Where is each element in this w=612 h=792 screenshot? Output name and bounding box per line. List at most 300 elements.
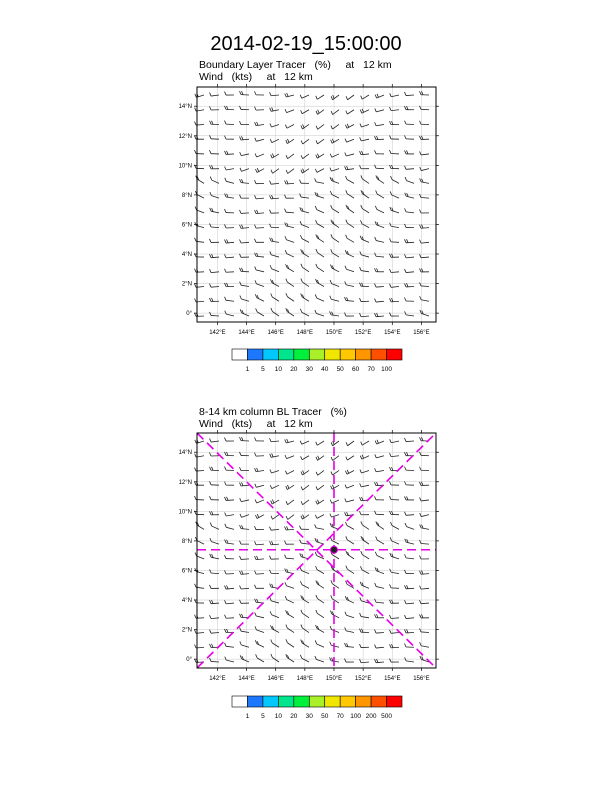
wind-barb-shaft [302, 456, 309, 460]
wind-barb-feather [210, 165, 212, 169]
wind-barb [390, 600, 399, 604]
wind-barb-feather [405, 452, 407, 456]
wind-barb [285, 124, 294, 128]
wind-barb-shaft [226, 646, 234, 647]
wind-barb-shaft [347, 456, 354, 460]
wind-barb-shaft [226, 500, 234, 501]
wind-barb-feather [240, 295, 242, 299]
wind-barb-shaft [271, 544, 279, 545]
wind-barb [331, 485, 339, 490]
wind-barb-shaft [317, 644, 324, 647]
wind-barb-feather [405, 629, 407, 633]
wind-barb [345, 152, 354, 156]
wind-barb [286, 279, 294, 287]
wind-barb-shaft [392, 526, 399, 530]
wind-barb-shaft [346, 285, 354, 287]
wind-barb-shaft [256, 616, 264, 618]
wind-barb-feather [390, 537, 392, 541]
wind-barb [255, 253, 264, 257]
wind-barb-feather [347, 297, 349, 301]
wind-barb-shaft [318, 139, 324, 144]
colorbar-label: 70 [367, 366, 375, 373]
wind-barb [346, 110, 354, 114]
wind-barb [405, 166, 414, 170]
wind-barb-shaft [302, 267, 309, 271]
wind-barb-feather [225, 482, 227, 486]
wind-barb [390, 615, 399, 619]
wind-barb-feather [257, 468, 259, 472]
wind-barb [255, 468, 264, 472]
wind-barb [331, 249, 339, 257]
wind-barb-shaft [302, 643, 309, 647]
wind-barb [255, 210, 264, 214]
wind-barb-feather [285, 236, 287, 240]
wind-barb-feather [210, 284, 212, 288]
wind-barb-feather [330, 642, 332, 646]
wind-barb-feather [286, 279, 288, 283]
wind-barb-feather [420, 524, 422, 528]
wind-barb-feather [270, 541, 272, 545]
wind-barb [240, 121, 249, 125]
wind-barb [255, 267, 264, 272]
wind-barb-feather [318, 110, 320, 114]
x-tick-label: 144°E [238, 676, 255, 682]
wind-barb-shaft [406, 169, 414, 170]
wind-barb-shaft [392, 541, 399, 544]
wind-barb-feather [225, 570, 227, 574]
wind-barb-feather [422, 225, 424, 229]
wind-barb [240, 210, 249, 214]
colorbar-label: 5 [261, 366, 265, 373]
colorbar-swatch [325, 349, 340, 360]
wind-barb [225, 482, 234, 486]
wind-barb-feather [420, 151, 422, 155]
wind-barb-feather [360, 283, 362, 287]
wind-barb [240, 179, 249, 183]
wind-barb-feather [195, 552, 197, 556]
wind-barb-feather [257, 514, 259, 518]
wind-barb-feather [301, 110, 303, 114]
wind-barb [345, 250, 354, 257]
wind-barb-feather [270, 92, 272, 96]
wind-barb [360, 298, 369, 302]
wind-barb-feather [360, 251, 362, 255]
wind-barb-shaft [287, 628, 294, 632]
wind-barb-feather [240, 452, 242, 456]
wind-barb-shaft [287, 312, 294, 316]
wind-barb-feather [225, 512, 227, 516]
wind-barb-shaft [317, 253, 324, 258]
wind-barb [240, 525, 249, 529]
wind-barb-feather [316, 442, 318, 446]
wind-barb [375, 659, 384, 663]
wind-barb-shaft [287, 456, 294, 459]
wind-barb [255, 613, 264, 618]
wind-barb-feather [225, 657, 227, 661]
wind-barb-feather [255, 526, 257, 530]
wind-barb-shaft [361, 255, 369, 257]
wind-barb-shaft [406, 315, 414, 316]
wind-barb [390, 121, 399, 125]
wind-barb-shaft [346, 615, 354, 618]
wind-barb-shaft [361, 271, 369, 272]
wind-barb [375, 150, 384, 154]
wind-barb-feather [316, 96, 318, 100]
wind-barb-shaft [302, 95, 309, 98]
wind-barb-feather [360, 497, 362, 501]
wind-barb [240, 571, 249, 575]
wind-barb-feather [301, 610, 303, 614]
wind-barb-feather [257, 168, 259, 172]
wind-barb-feather [346, 205, 348, 209]
wind-barb-feather [225, 166, 227, 170]
wind-barb-feather [210, 600, 212, 604]
wind-barb [360, 165, 369, 169]
wind-barb-shaft [303, 154, 309, 159]
wind-barb-feather [345, 596, 347, 600]
wind-barb-feather [270, 584, 272, 588]
wind-barb [420, 121, 429, 125]
wind-barb [375, 599, 384, 603]
panel1-title: Boundary Layer Tracer (%) at 12 km [199, 59, 392, 71]
wind-barb [345, 176, 354, 183]
wind-barb-shaft [302, 239, 309, 243]
wind-barb-shaft [241, 631, 249, 632]
wind-barb [240, 91, 249, 95]
wind-barb [225, 497, 234, 501]
wind-barb-shaft [211, 573, 219, 574]
wind-barb [345, 470, 354, 474]
wind-barb [270, 453, 279, 457]
wind-barb-feather [210, 554, 212, 558]
wind-barb-feather [240, 309, 242, 313]
wind-barb [225, 121, 234, 125]
wind-barb [255, 195, 264, 199]
wind-barb-feather [255, 453, 257, 457]
wind-barb [225, 600, 234, 604]
wind-barb [405, 438, 414, 442]
wind-barb-shaft [347, 110, 354, 114]
wind-barb-feather [255, 515, 257, 519]
wind-barb [240, 498, 249, 502]
wind-barb-feather [347, 512, 349, 516]
wind-barb [420, 571, 429, 575]
wind-barb-shaft [257, 312, 264, 316]
wind-barb-feather [285, 526, 287, 530]
wind-barb [345, 485, 354, 489]
wind-barb-feather [225, 297, 227, 301]
wind-barb-shaft [271, 529, 279, 530]
colorbar-label: 40 [321, 366, 329, 373]
wind-barb-shaft [377, 209, 384, 213]
wind-barb [345, 281, 354, 286]
wind-barb-feather [347, 643, 349, 647]
wind-barb-feather [330, 523, 332, 527]
wind-barb [255, 571, 264, 575]
wind-barb-feather [315, 178, 317, 182]
colorbar-swatch [232, 349, 247, 360]
wind-barb-feather [405, 106, 407, 110]
wind-barb-feather [240, 483, 242, 487]
wind-barb [420, 628, 429, 632]
wind-barb [346, 581, 354, 589]
wind-barb-feather [210, 239, 212, 243]
wind-barb-feather [375, 659, 377, 663]
wind-barb-feather [316, 472, 318, 476]
wind-barb [285, 541, 294, 545]
wind-barb [420, 614, 429, 618]
wind-barb [315, 515, 324, 519]
colorbar-swatch [309, 349, 324, 360]
wind-barb-feather [375, 645, 377, 649]
wind-barb-feather [286, 516, 288, 520]
wind-barb [420, 482, 429, 486]
wind-barb [240, 655, 249, 662]
wind-barb-feather [316, 111, 318, 115]
wind-barb [225, 254, 234, 258]
wind-barb-feather [346, 111, 348, 115]
wind-barb-shaft [332, 238, 339, 242]
wind-barb-feather [346, 190, 348, 194]
x-tick-label: 148°E [296, 330, 314, 336]
wind-barb-shaft [406, 603, 414, 604]
wind-barb-feather [330, 265, 332, 269]
wind-barb [316, 456, 324, 461]
wind-barb-feather [331, 595, 333, 599]
wind-barb-feather [285, 596, 287, 600]
wind-barb-shaft [317, 95, 324, 99]
wind-barb-feather [420, 268, 422, 272]
wind-barb-feather [300, 221, 302, 225]
wind-barb-shaft [317, 599, 324, 604]
wind-barb-shaft [211, 315, 219, 316]
wind-barb-feather [225, 524, 227, 528]
wind-barb-feather [270, 238, 272, 242]
wind-barb-shaft [287, 614, 294, 618]
wind-barb-feather [346, 220, 348, 224]
wind-barb-feather [375, 552, 377, 556]
wind-barb-shaft [376, 287, 384, 288]
wind-barb [360, 313, 369, 317]
wind-barb-feather [227, 497, 229, 501]
wind-barb-shaft [257, 154, 264, 157]
wind-barb-feather [270, 123, 272, 127]
wind-barb-feather [377, 136, 379, 140]
wind-barb-shaft [226, 197, 234, 198]
wind-barb [240, 309, 249, 316]
x-tick-label: 150°E [325, 676, 343, 682]
wind-barb [225, 193, 234, 198]
wind-barb [360, 151, 369, 155]
wind-barb-feather [315, 169, 317, 173]
wind-barb-shaft [241, 139, 249, 140]
wind-barb-feather [375, 150, 377, 154]
wind-barb-feather [361, 190, 363, 194]
wind-barb-feather [361, 205, 363, 209]
wind-barb [420, 513, 429, 517]
wind-barb [271, 639, 279, 647]
wind-barb-feather [195, 136, 197, 140]
wind-barb [375, 253, 384, 257]
wind-barb-feather [210, 585, 212, 589]
wind-barb-feather [301, 595, 303, 599]
wind-barb-feather [285, 209, 287, 213]
wind-barb [420, 178, 429, 183]
wind-barb-feather [390, 615, 392, 619]
wind-barb-feather [210, 615, 212, 619]
wind-barb [286, 515, 294, 520]
wind-barb-feather [362, 151, 364, 155]
wind-barb-shaft [256, 470, 264, 471]
wind-barb [391, 176, 399, 183]
wind-barb-feather [420, 194, 422, 198]
wind-barb [375, 268, 384, 272]
wind-barb-feather [240, 210, 242, 214]
wind-barb-feather [301, 625, 303, 629]
wind-barb [330, 311, 339, 316]
wind-barb [360, 236, 369, 243]
wind-barb [360, 283, 369, 287]
wind-barb-shaft [256, 270, 264, 272]
wind-barb-feather [285, 439, 287, 443]
wind-barb-shaft [318, 485, 324, 490]
wind-barb-feather [420, 571, 422, 575]
wind-barb [330, 265, 339, 272]
wind-barb-shaft [226, 543, 234, 544]
wind-barb-feather [420, 210, 422, 214]
wind-barb-shaft [421, 228, 429, 229]
wind-barb-feather [225, 467, 227, 471]
wind-barb-feather [331, 111, 333, 115]
wind-barb [195, 568, 204, 573]
wind-barb-feather [195, 454, 197, 458]
wind-barb-shaft [272, 485, 279, 488]
wind-barb [316, 441, 324, 445]
wind-barb-shaft [331, 661, 339, 662]
wind-barb-shaft [226, 588, 234, 589]
wind-barb-shaft [361, 485, 369, 487]
wind-barb-feather [345, 152, 347, 156]
wind-barb-feather [346, 442, 348, 446]
wind-barb-shaft [288, 154, 294, 159]
wind-barb-shaft [421, 242, 429, 243]
wind-barb [331, 110, 339, 115]
wind-barb [285, 455, 294, 459]
wind-barb-feather [272, 541, 274, 545]
wind-barb-shaft [376, 662, 384, 663]
wind-barb-feather [422, 268, 424, 272]
wind-barb [270, 279, 279, 286]
wind-barb-shaft [241, 485, 249, 486]
wind-barb [225, 239, 234, 243]
wind-barb [225, 512, 234, 516]
wind-barb-feather [345, 166, 347, 170]
wind-barb-shaft [376, 316, 384, 317]
wind-barb-feather [330, 626, 332, 630]
colorbar-label: 10 [274, 366, 282, 373]
wind-barb-feather [390, 453, 392, 457]
wind-barb-shaft [211, 633, 219, 634]
wind-barb [346, 190, 354, 198]
wind-barb-feather [210, 523, 212, 527]
wind-barb [390, 584, 399, 588]
wind-barb-feather [330, 514, 332, 518]
wind-barb [285, 109, 294, 113]
wind-barb-feather [286, 293, 288, 297]
wind-barb-feather [255, 499, 257, 503]
wind-barb-feather [285, 109, 287, 113]
wind-barb-feather [315, 538, 317, 542]
wind-barb-feather [331, 205, 333, 209]
wind-barb-feather [240, 179, 242, 183]
wind-barb-feather [345, 612, 347, 616]
wind-barb [285, 439, 294, 443]
wind-barb-feather [210, 93, 212, 97]
wind-barb [286, 625, 294, 633]
wind-barb [390, 644, 399, 648]
wind-barb-shaft [316, 182, 324, 183]
wind-barb-feather [422, 614, 424, 618]
wind-barb-feather [225, 240, 227, 244]
wind-barb-feather [240, 586, 242, 590]
wind-barb [225, 570, 234, 574]
wind-barb-shaft [421, 500, 429, 501]
wind-barb-feather [255, 468, 257, 472]
wind-barb [195, 468, 204, 472]
wind-barb [286, 169, 294, 174]
wind-barb-feather [300, 540, 302, 544]
wind-barb [390, 553, 399, 559]
wind-barb-feather [240, 514, 242, 518]
wind-barb [300, 207, 309, 213]
y-tick-label: 0° [186, 311, 192, 318]
colorbar-swatch [340, 349, 355, 360]
wind-barb-shaft [302, 571, 309, 574]
wind-barb-feather [225, 497, 227, 501]
x-tick-label: 152°E [354, 330, 372, 336]
wind-barb-shaft [332, 500, 339, 503]
wind-barb-feather [390, 191, 392, 195]
wind-barb-feather [240, 655, 242, 659]
wind-barb-shaft [316, 314, 324, 316]
wind-barb-feather [195, 584, 197, 588]
wind-barb [195, 206, 204, 212]
wind-barb-feather [225, 600, 227, 604]
wind-barb-shaft [406, 515, 414, 516]
wind-barb-feather [330, 296, 332, 300]
wind-barb-feather [300, 441, 302, 445]
wind-barb-feather [195, 222, 197, 226]
wind-barb-feather [390, 467, 392, 471]
wind-barb-feather [240, 121, 242, 125]
wind-barb-feather [376, 521, 378, 525]
wind-barb [255, 453, 264, 457]
wind-barb [255, 168, 264, 172]
wind-barb-shaft [211, 618, 219, 619]
wind-barb-shaft [317, 238, 324, 242]
wind-barb-shaft [406, 272, 414, 273]
wind-barb-feather [316, 234, 318, 238]
wind-barb-shaft [406, 542, 414, 544]
wind-barb-shaft [303, 485, 309, 490]
wind-barb-feather [420, 121, 422, 125]
wind-barb [375, 468, 384, 472]
wind-barb-feather [375, 95, 377, 99]
wind-barb-feather [361, 175, 363, 179]
wind-barb [375, 645, 384, 649]
wind-barb-feather [405, 269, 407, 273]
wind-barb-feather [316, 279, 318, 283]
